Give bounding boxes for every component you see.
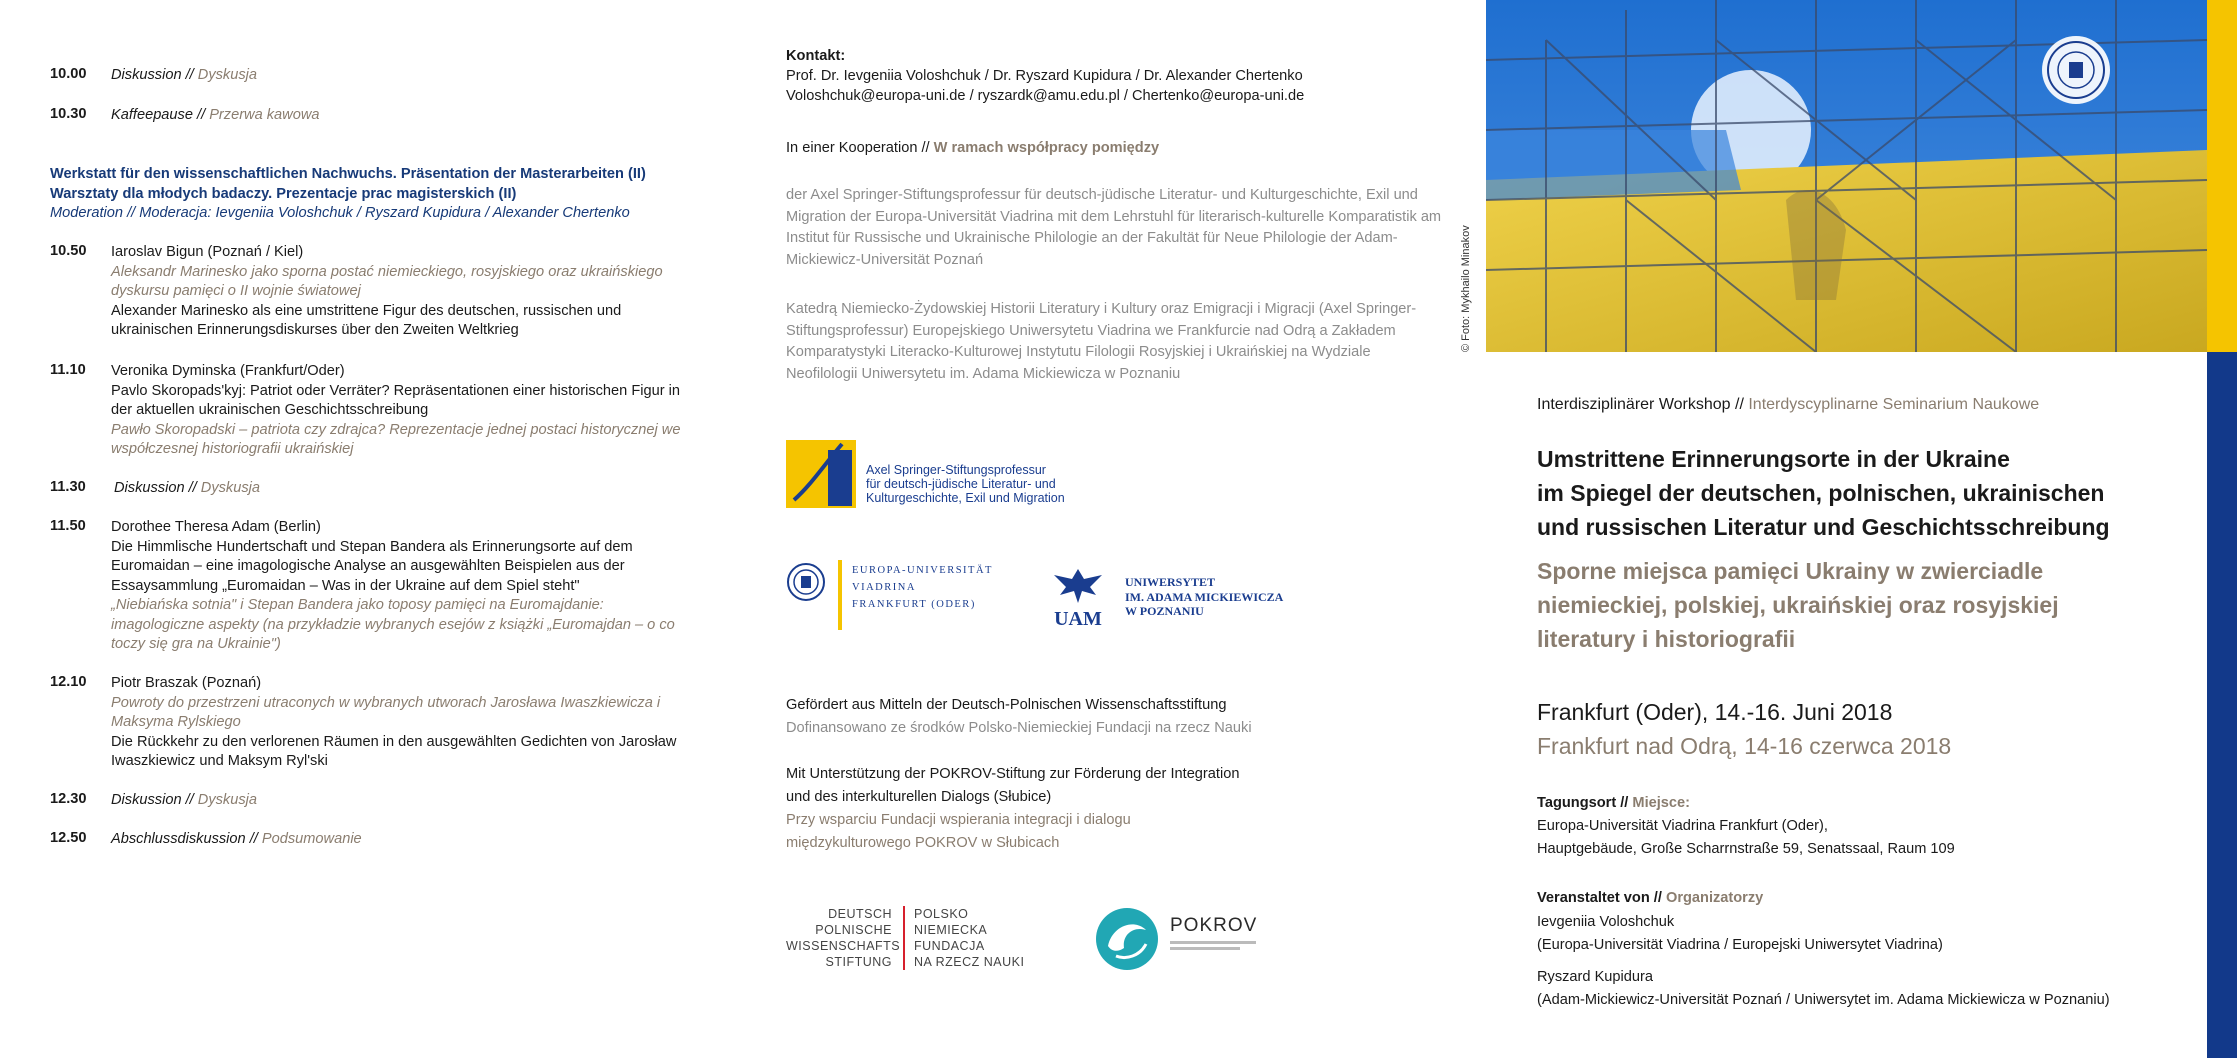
title-line: Sporne miejsca pamięci Ukrainy w zwierciadle [1537, 558, 2044, 584]
time: 11.50 [50, 518, 86, 534]
date-de: Frankfurt (Oder), 14.-16. Juni 2018 [1537, 699, 1893, 725]
dpws-line: FUNDACJA [914, 939, 985, 953]
dpws-line: NIEMIECKA [914, 923, 988, 937]
dpws-line: POLNISCHE [815, 923, 892, 937]
uam-text [1125, 575, 1283, 619]
support-note [786, 763, 1466, 855]
viadrina-line: FRANKFURT (ODER) [852, 599, 976, 610]
time: 12.50 [50, 830, 87, 846]
funding-de: Gefördert aus Mitteln der Deutsch-Polnischen Wissenschaftsstiftung [786, 697, 1227, 713]
dpws-logo-pl [914, 906, 1025, 970]
workshop-pl: Interdyscyplinarne Seminarium Naukowe [1748, 396, 2040, 413]
title-line: literatury i historiografii [1537, 626, 1796, 652]
venue-line: Hauptgebäude, Große Scharrnstraße 59, Senatssaal, Raum 109 [1537, 841, 1955, 857]
venue [1537, 792, 2197, 861]
dpws-logo-de [786, 906, 901, 970]
organizer-name: Ievgeniia Voloshchuk [1537, 913, 1675, 930]
item-de: Kaffeepause // [111, 107, 206, 123]
uam-mark: UAM [1054, 608, 1102, 630]
axel-line: Kulturgeschichte, Exil und Migration [866, 491, 1065, 505]
moderation: Moderation // Moderacja: Ievgeniia Voloshchuk / Ryszard Kupidura / Alexander Chertenko [50, 205, 630, 221]
item-de: Diskussion // [114, 480, 197, 496]
item-pl: Dyskusja [200, 480, 260, 496]
dpws-divider [903, 906, 905, 970]
title-line: niemieckiej, polskiej, ukraińskiej oraz rosyjskiej [1537, 592, 2059, 618]
viadrina-seal-icon [786, 562, 826, 602]
title-line: und russischen Literatur und Geschichtsschreibung [1537, 514, 2110, 540]
talk-title-pl: Pawło Skoropadski – patriota czy zdrajca? Reprezentacje jednej postaci historycznej we współczesnej historiografii ukraińskiej [111, 421, 681, 457]
talk [111, 518, 691, 655]
time: 12.10 [50, 674, 87, 690]
uam-line: W POZNANIU [1125, 604, 1204, 618]
time: 11.10 [50, 362, 86, 378]
organizer-affiliation: (Europa-Universität Viadrina / Europejski Uniwersytet Viadrina) [1537, 937, 1943, 953]
speaker: Dorothee Theresa Adam (Berlin) [111, 519, 321, 535]
viadrina-divider [838, 560, 842, 630]
photo-credit: © Foto: Mykhailo Minakov [1460, 225, 1472, 352]
time: 10.30 [50, 106, 87, 122]
title-de [1537, 442, 2197, 544]
viadrina-line: VIADRINA [852, 582, 916, 593]
uam-logo [1050, 565, 1106, 631]
accent-stripe-yellow [2207, 0, 2237, 352]
organizers-label-pl: Organizatorzy [1665, 890, 1764, 906]
title-pl [1537, 554, 2197, 656]
venue-label-pl: Miejsce: [1632, 795, 1690, 811]
talk-title-de: Alexander Marinesko als eine umstrittene Figur des deutschen, russischen und ukrainischen Erinnerungsdiskurses über den Zweiten Weltkrieg [111, 302, 622, 338]
program-item [111, 106, 691, 126]
uam-line: UNIWERSYTET [1125, 575, 1216, 589]
organizer-name: Ryszard Kupidura [1537, 968, 1653, 985]
program-item [111, 830, 691, 850]
workshop-type [1537, 395, 2177, 415]
venue-label-de: Tagungsort // [1537, 795, 1629, 811]
venue-line: Europa-Universität Viadrina Frankfurt (Oder), [1537, 818, 1828, 834]
item-pl: Przerwa kawowa [209, 107, 320, 123]
dpws-line: WISSENSCHAFTS [786, 939, 901, 953]
coop-label-de: In einer Kooperation // [786, 140, 930, 156]
speaker: Veronika Dyminska (Frankfurt/Oder) [111, 363, 345, 379]
funding-pl: Dofinansowano ze środków Polsko-Niemieckiej Fundacji na rzecz Nauki [786, 720, 1252, 736]
organizers [1537, 887, 2217, 1013]
section-line-de: Werkstatt für den wissenschaftlichen Nachwuchs. Präsentation der Masterarbeiten (II) [50, 166, 646, 182]
support-pl: międzykulturowego POKROV w Słubicach [786, 835, 1060, 851]
event-date [1537, 695, 1951, 763]
item-de: Abschlussdiskussion // [111, 831, 258, 847]
cover-photo [1486, 0, 2207, 352]
talk-title-de: Die Himmlische Hundertschaft und Stepan Bandera als Erinnerungsorte auf dem Euromaidan – eine imagologische Analyse an ausgewählten Beispielen aus der Essaysammlung „Euromaidan – Was in der Ukraine auf dem Spiel steht" [111, 538, 633, 594]
section-line-pl: Warsztaty dla młodych badaczy. Prezentacje prac magisterskich (II) [50, 185, 517, 202]
time: 12.30 [50, 791, 87, 807]
title-line: Umstrittene Erinnerungsorte in der Ukraine [1537, 446, 2010, 472]
talk [111, 362, 691, 460]
viadrina-logo [786, 562, 826, 607]
talk [111, 243, 691, 341]
talk-title-pl: Aleksandr Marinesko jako sporna postać niemieckiego, rosyjskiego oraz ukraińskiego dyskursu pamięci o II wojnie światowej [111, 263, 663, 299]
contact-names: Prof. Dr. Ievgeniia Voloshchuk / Dr. Ryszard Kupidura / Dr. Alexander Chertenko [786, 68, 1303, 84]
pokrov-subline [1170, 947, 1240, 950]
uam-line: IM. ADAMA MICKIEWICZA [1125, 589, 1284, 604]
program-item [114, 479, 694, 499]
coop-label-pl: W ramach współpracy pomiędzy [933, 140, 1160, 156]
speaker: Piotr Braszak (Poznań) [111, 675, 262, 691]
axel-springer-text [866, 463, 1065, 505]
axel-line: Axel Springer-Stiftungsprofessur [866, 463, 1046, 477]
support-pl: Przy wsparciu Fundacji wspierania integracji i dialogu [786, 812, 1131, 828]
item-de: Diskussion // [111, 67, 194, 83]
pokrov-subline [1170, 941, 1256, 944]
contact-heading: Kontakt: [786, 48, 846, 64]
talk-title-pl: Powroty do przestrzeni utraconych w wybranych utworach Jarosława Iwaszkiewicza i Maksyma Rylskiego [111, 694, 661, 730]
talk-title-pl: „Niebiańska sotnia" i Stepan Bandera jako toposy pamięci na Euromajdanie: imagologiczne aspekty (na przykładzie wybranych esejów z książki „Euromajdan – o co toczy się gra na Ukrainie") [111, 597, 675, 652]
support-de: Mit Unterstützung der POKROV-Stiftung zur Förderung der Integration [786, 766, 1240, 782]
ukrainian-flag-scaffold-icon [1486, 0, 2207, 352]
program-item [111, 791, 691, 811]
section-heading [50, 165, 690, 224]
program-item [111, 66, 691, 86]
title-line: im Spiegel der deutschen, polnischen, ukrainischen [1537, 480, 2105, 506]
workshop-de: Interdisziplinärer Workshop // [1537, 396, 1744, 413]
pokrov-logo [1094, 906, 1160, 977]
viadrina-text [852, 562, 993, 613]
talk [111, 674, 691, 772]
axel-springer-logo [786, 440, 856, 513]
pokrov-swirl-icon [1094, 906, 1160, 972]
contact-block [786, 46, 1466, 106]
cooperation-text-pl: Katedrą Niemiecko-Żydowskiej Historii Literatury i Kultury oraz Emigracji i Migracji (Axel Springer-Stiftungsprofessur) Europejskiego Uniwersytetu Viadrina we Frankfurcie nad Odrą a Zakładem Komparatystyki Literacko-Kulturowej Instytutu Filologii Rosyjskiej i Ukraińskiej na Wydziale Neofilologii Uniwersytetu im. Adama Mickiewicza w Poznaniu [786, 301, 1417, 382]
dpws-line: NA RZECZ NAUKI [914, 955, 1025, 969]
organizers-label-de: Veranstaltet von // [1537, 890, 1662, 906]
speaker: Iaroslav Bigun (Poznań / Kiel) [111, 244, 304, 260]
viadrina-line: EUROPA-UNIVERSITÄT [852, 565, 993, 576]
dpws-line: STIFTUNG [825, 955, 892, 969]
support-de: und des interkulturellen Dialogs (Słubice) [786, 789, 1052, 805]
organizer-affiliation: (Adam-Mickiewicz-Universität Poznań / Uniwersytet im. Adama Mickiewicza w Poznaniu) [1537, 992, 2110, 1008]
cooperation-label [786, 138, 1466, 158]
date-pl: Frankfurt nad Odrą, 14-16 czerwca 2018 [1537, 733, 1952, 759]
talk-title-de: Die Rückkehr zu den verlorenen Räumen in den ausgewählten Gedichten von Jarosław Iwaszkiewicz und Maksym Ryl'ski [111, 733, 677, 769]
talk-title-de: Pavlo Skoropads'kyj: Patriot oder Verräter? Repräsentationen einer historischen Figur in der aktuellen ukrainischen Geschichtsschreibung [111, 382, 680, 418]
item-pl: Podsumowanie [261, 831, 362, 847]
pokrov-name: POKROV [1170, 915, 1258, 936]
contact-emails: Voloshchuk@europa-uni.de / ryszardk@amu.edu.pl / Chertenko@europa-uni.de [786, 88, 1305, 104]
item-pl: Dyskusja [197, 67, 257, 83]
dpws-line: POLSKO [914, 907, 969, 921]
time: 10.00 [50, 66, 87, 82]
cooperation-text-de: der Axel Springer-Stiftungsprofessur für deutsch-jüdische Literatur- und Kulturgeschichte, Exil und Migration der Europa-Universität Viadrina mit dem Lehrstuhl für literarisch-kulturelle Komparatistik am Institut für Russische und Ukrainische Philologie an der Fakultät für Neue Philologie der Adam-Mickiewicz-Universität Poznań [786, 187, 1442, 268]
item-de: Diskussion // [111, 792, 194, 808]
funding-note [786, 694, 1466, 740]
time: 10.50 [50, 243, 87, 259]
time: 11.30 [50, 479, 86, 495]
item-pl: Dyskusja [197, 792, 257, 808]
dpws-line: DEUTSCH [828, 907, 892, 921]
axel-springer-mark-icon [786, 440, 856, 508]
eagle-icon [1050, 565, 1106, 607]
axel-line: für deutsch-jüdische Literatur- und [866, 477, 1056, 491]
